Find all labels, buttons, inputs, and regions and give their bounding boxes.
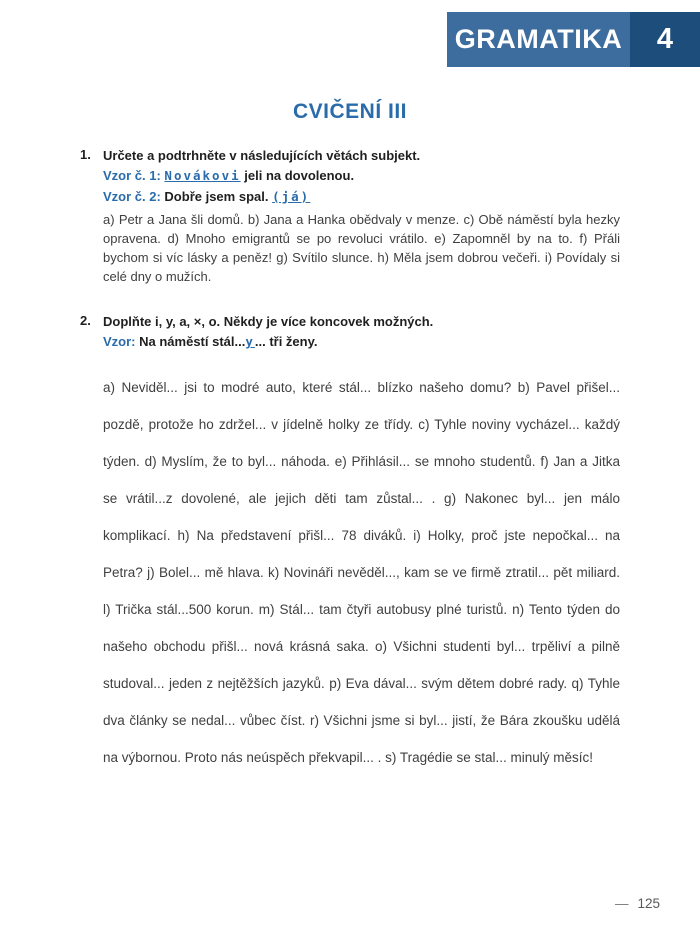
chapter-number: 4 — [656, 23, 674, 55]
exercise-1-example-1 — [103, 165, 620, 186]
footer-dash: — — [614, 896, 629, 911]
example-2-label: Vzor č. 2: — [103, 189, 161, 204]
exercise-2-body — [103, 312, 620, 776]
chapter-header-title-area — [447, 12, 630, 67]
exercise-1-example-2 — [103, 186, 620, 207]
chapter-header-title: GRAMATIKA — [454, 24, 623, 54]
example-answer: y — [245, 334, 255, 349]
exercise-2-sentences: a) Neviděl... jsi to modré auto, které stál... blízko našeho domu? b) Pavel přišel... pozdě, protože ho zdržel... v jídelně holky ze třídy. c) Tyhle noviny vycházel... každý týden. d) Myslím, že to byl... náhoda. e) Přihlásil... se mnoho studentů. f) Jan a Jitka se vrátil...z dovolené, ale jejich děti tam zůstal... . g) Nakonec byl... jen málo komplikací. h) Na představení přišl... 78 diváků. i) Holky, proč jste nepočkal... na Petra? j) Bolel... mě hlava. k) Novináři nevěděl..., kam se ve firmě ztratil... pět miliard. l) Trička stál...500 korun. m) Stál... tam čtyři autobusy plné turistů. n) Tento týden do našeho obchodu přišl... nová krásná saka. o) Všichni studenti byl... trpěliví a pilně studoval... jeden z nejtěžších jazyků. p) Eva dával... svým dětem dobré rady. q) Tyhle dva články se nedal... vůbec číst. r) Všichni jsme si byl... jistí, že Bára zkoušku udělá na výbornou. Proto nás neúspěch překvapil... . s) Tragédie se stal... minulý měsíc! — [103, 380, 620, 765]
chapter-number-box — [630, 12, 700, 67]
exercise-1 — [0, 146, 700, 286]
exercise-2-number: 2. — [80, 313, 91, 328]
section-title: CVIČENÍ III — [292, 100, 408, 123]
example-label: Vzor: — [103, 334, 136, 349]
page-number: 125 — [637, 896, 660, 911]
example-1-rest: jeli na dovolenou. — [244, 168, 355, 183]
exercise-2-example — [103, 331, 620, 352]
exercise-1-number: 1. — [80, 147, 91, 162]
exercise-2-instruction: Doplňte i, y, a, ×, o. Někdy je více koncovek možných. — [103, 314, 434, 329]
page-footer — [615, 896, 660, 911]
example-2-text: Dobře jsem spal. — [164, 189, 269, 204]
exercise-2 — [0, 312, 700, 776]
exercise-1-sentences: a) Petr a Jana šli domů. b) Jana a Hanka obědvaly v menze. c) Obě náměstí byla hezky opravena. d) Mnoho emigrantů se po revoluci vrátilo. e) Zapomněl by na to. f) Přáli bychom si víc lásky a peněz! g) Svítilo slunce. h) Měla jsem dobrou večeři. i) Povídaly si celé dny o mužích. — [103, 212, 620, 284]
exercise-1-instruction: Určete a podtrhněte v následujících větách subjekt. — [103, 148, 421, 163]
example-pre: Na náměstí stál... — [139, 334, 246, 349]
example-post: ... tři ženy. — [254, 334, 318, 349]
example-2-answer: (já) — [272, 189, 311, 204]
example-1-label: Vzor č. 1: — [103, 168, 161, 183]
chapter-header-band — [447, 12, 700, 67]
exercise-1-body — [103, 146, 620, 286]
example-1-answer: Novákovi — [164, 168, 241, 183]
